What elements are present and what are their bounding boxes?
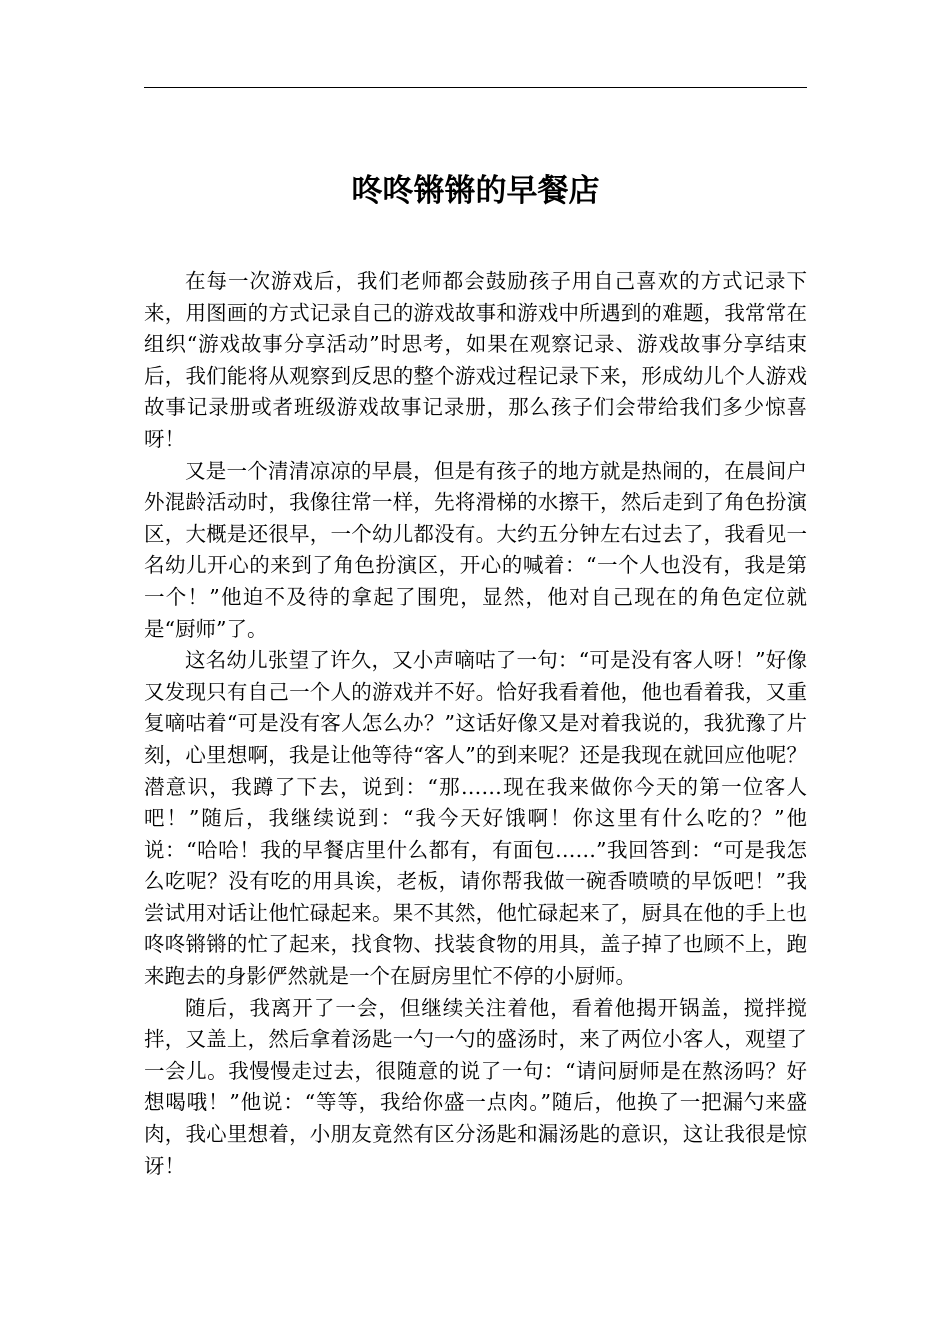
document-title: 咚咚锵锵的早餐店 (351, 173, 600, 209)
header-rule (144, 87, 807, 88)
document-body (144, 266, 807, 1182)
paragraph-2: 又是一个清清凉凉的早晨，但是有孩子的地方就是热闹的，在晨间户外混龄活动时，我像往常一样，先将滑梯的水擦干，然后走到了角色扮演区，大概是还很早，一个幼儿都没有。大约五分钟左右过去了，我看见一名幼儿开心的来到了角色扮演区，开心的喊着：“一个人也没有，我是第一个！”他迫不及待的拿起了围兜，显然，他对自己现在的角色定位就是“厨师”了。 (144, 458, 807, 641)
paragraph-4: 随后，我离开了一会，但继续关注着他，看着他揭开锅盖，搅拌搅拌，又盖上，然后拿着汤匙一勺一勺的盛汤时，来了两位小客人，观望了一会儿。我慢慢走过去，很随意的说了一句：“请问厨师是在熬汤吗？好想喝哦！”他说：“等等，我给你盛一点肉。”随后，他换了一把漏勺来盛肉，我心里想着，小朋友竟然有区分汤匙和漏汤匙的意识，这让我很是惊讶！ (144, 995, 807, 1178)
paragraph-1: 在每一次游戏后，我们老师都会鼓励孩子用自己喜欢的方式记录下来，用图画的方式记录自己的游戏故事和游戏中所遇到的难题，我常常在组织“游戏故事分享活动”时思考，如果在观察记录、游戏故事分享结束后，我们能将从观察到反思的整个游戏过程记录下来，形成幼儿个人游戏故事记录册或者班级游戏故事记录册，那么孩子们会带给我们多少惊喜呀！ (144, 269, 807, 451)
paragraph-3: 这名幼儿张望了许久，又小声嘀咕了一句：“可是没有客人呀！”好像又发现只有自己一个人的游戏并不好。恰好我看着他，他也看着我，又重复嘀咕着“可是没有客人怎么办？”这话好像又是对着我说的，我犹豫了片刻，心里想啊，我是让他等待“客人”的到来呢？还是我现在就回应他呢？潜意识，我蹲了下去，说到：“那……现在我来做你今天的第一位客人吧！”随后，我继续说到：“我今天好饿啊！你这里有什么吃的？”他说：“哈哈！我的早餐店里什么都有，有面包……”我回答到：“可是我怎么吃呢？没有吃的用具诶，老板，请你帮我做一碗香喷喷的早饭吧！”我尝试用对话让他忙碌起来。果不其然，他忙碌起来了，厨具在他的手上也咚咚锵锵的忙了起来，找食物、找装食物的用具，盖子掉了也顾不上，跑来跑去的身影俨然就是一个在厨房里忙不停的小厨师。 (144, 648, 807, 989)
